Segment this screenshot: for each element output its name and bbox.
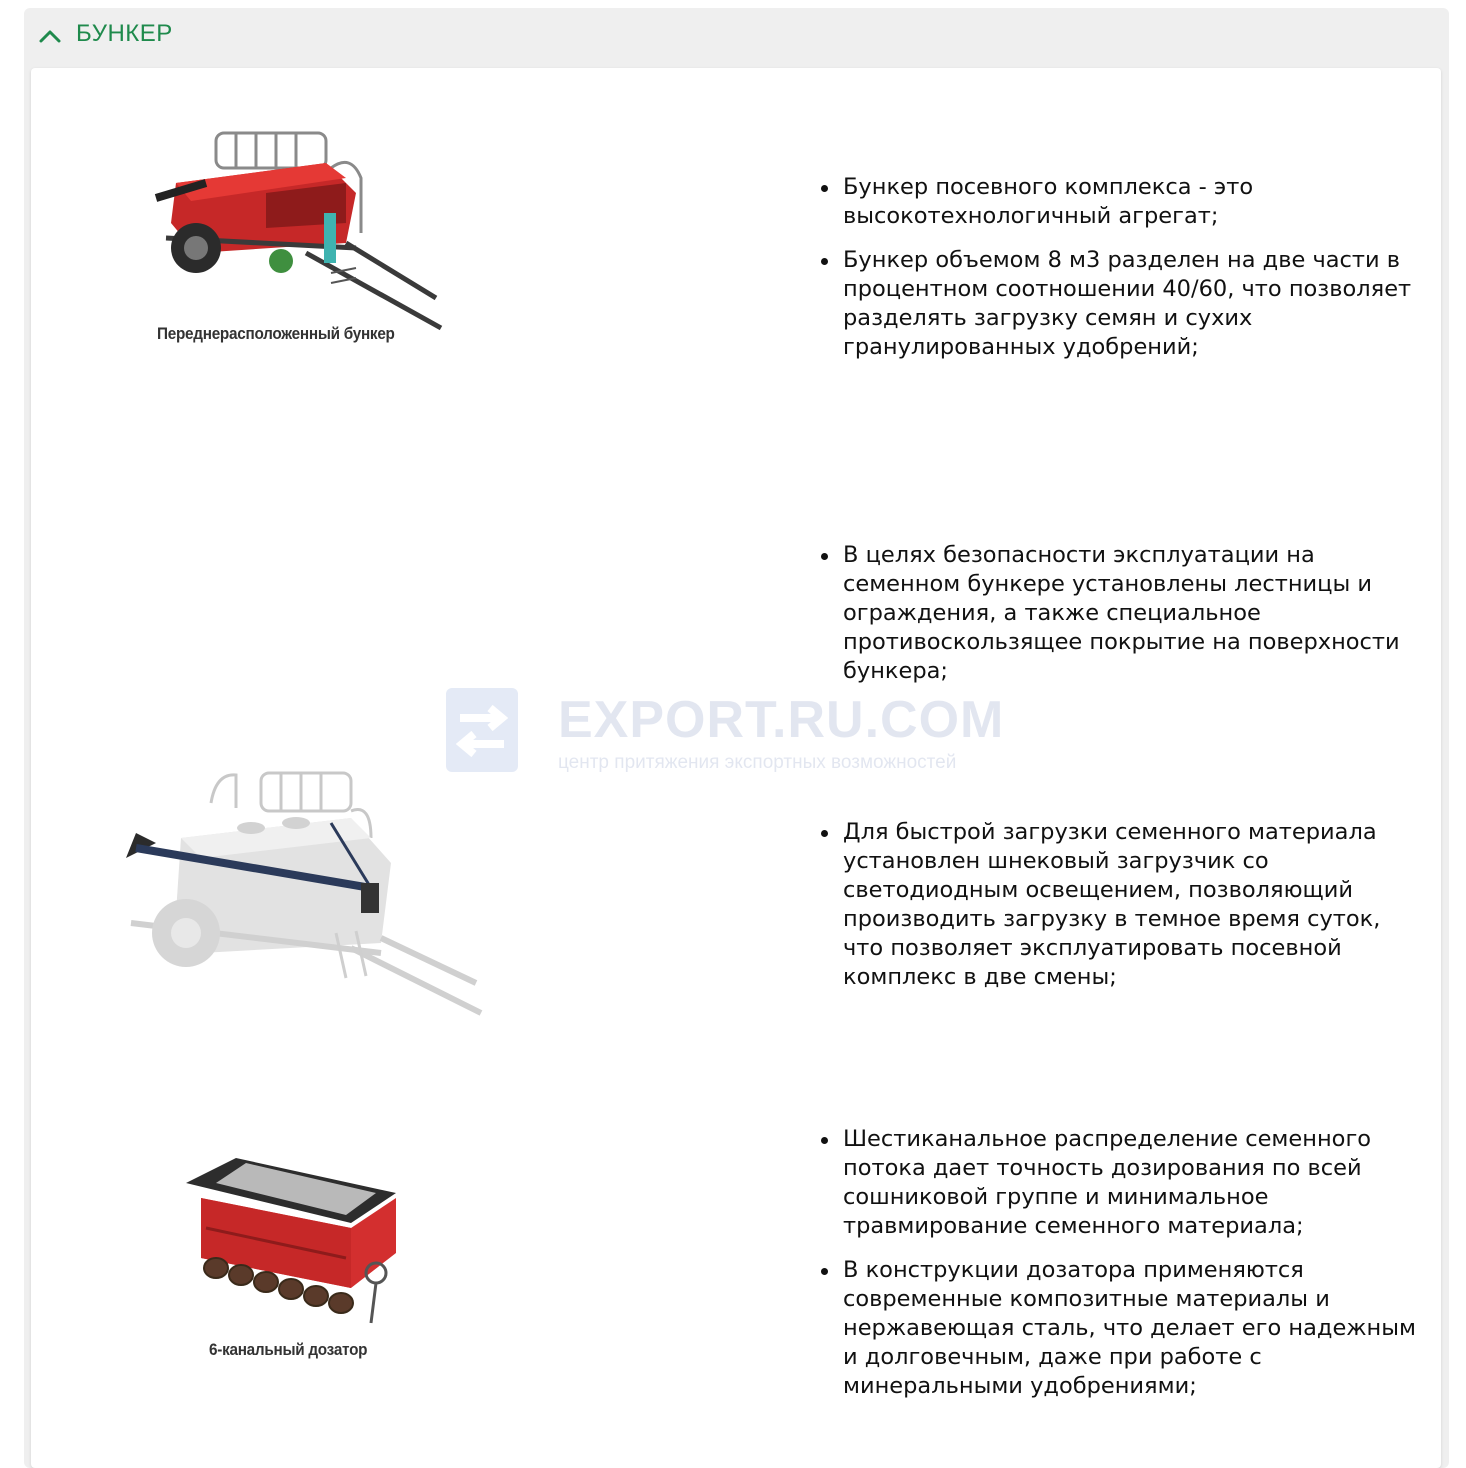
watermark-text: EXPORT.RU.COM bbox=[558, 691, 1005, 749]
bullet-list bbox=[821, 541, 1421, 701]
front-hopper-image bbox=[146, 123, 456, 343]
bullet-list bbox=[821, 818, 1421, 1007]
image-caption: 6-канальный дозатор bbox=[209, 1340, 368, 1359]
accordion-title[interactable]: БУНКЕР bbox=[76, 20, 173, 47]
grey-hopper-image bbox=[121, 763, 491, 1033]
list-item: Бункер посевного комплекса - это высокотехнологичный агрегат; bbox=[821, 173, 1421, 231]
list-item: В целях безопасности эксплуатации на семенном бункере установлены лестницы и ограждения, а также специальное противоскользящее покрытие на поверхности бункера; bbox=[821, 541, 1421, 686]
list-item: Бункер объемом 8 м3 разделен на две части в процентном соотношении 40/60, что позволяет разделять загрузку семян и сухих гранулированных удобрений; bbox=[821, 246, 1421, 362]
accordion-bunker bbox=[24, 8, 1449, 1468]
six-channel-meter-image bbox=[176, 1153, 406, 1338]
accordion-panel bbox=[31, 68, 1441, 1468]
bullet-list bbox=[821, 173, 1421, 377]
export-logo-icon bbox=[446, 688, 518, 772]
list-item: Для быстрой загрузки семенного материала установлен шнековый загрузчик со светодиодным освещением, позволяющий производить загрузку в темное время суток, что позволяет эксплуатировать посевной комплекс в две смены; bbox=[821, 818, 1421, 992]
image-caption: Переднерасположенный бункер bbox=[157, 324, 395, 343]
watermark-subtext: центр притяжения экспортных возможностей bbox=[558, 752, 957, 773]
accordion-header[interactable] bbox=[24, 8, 1449, 66]
list-item: В конструкции дозатора применяются современные композитные материалы и нержавеющая сталь, что делает его надежным и долговечным, даже при работе с минеральными удобрениями; bbox=[821, 1256, 1421, 1401]
list-item: Шестиканальное распределение семенного потока дает точность дозирования по всей сошниковой группе и минимальное травмирование семенного материала; bbox=[821, 1125, 1421, 1241]
chevron-up-icon[interactable] bbox=[38, 28, 62, 44]
bullet-list bbox=[821, 1125, 1421, 1416]
